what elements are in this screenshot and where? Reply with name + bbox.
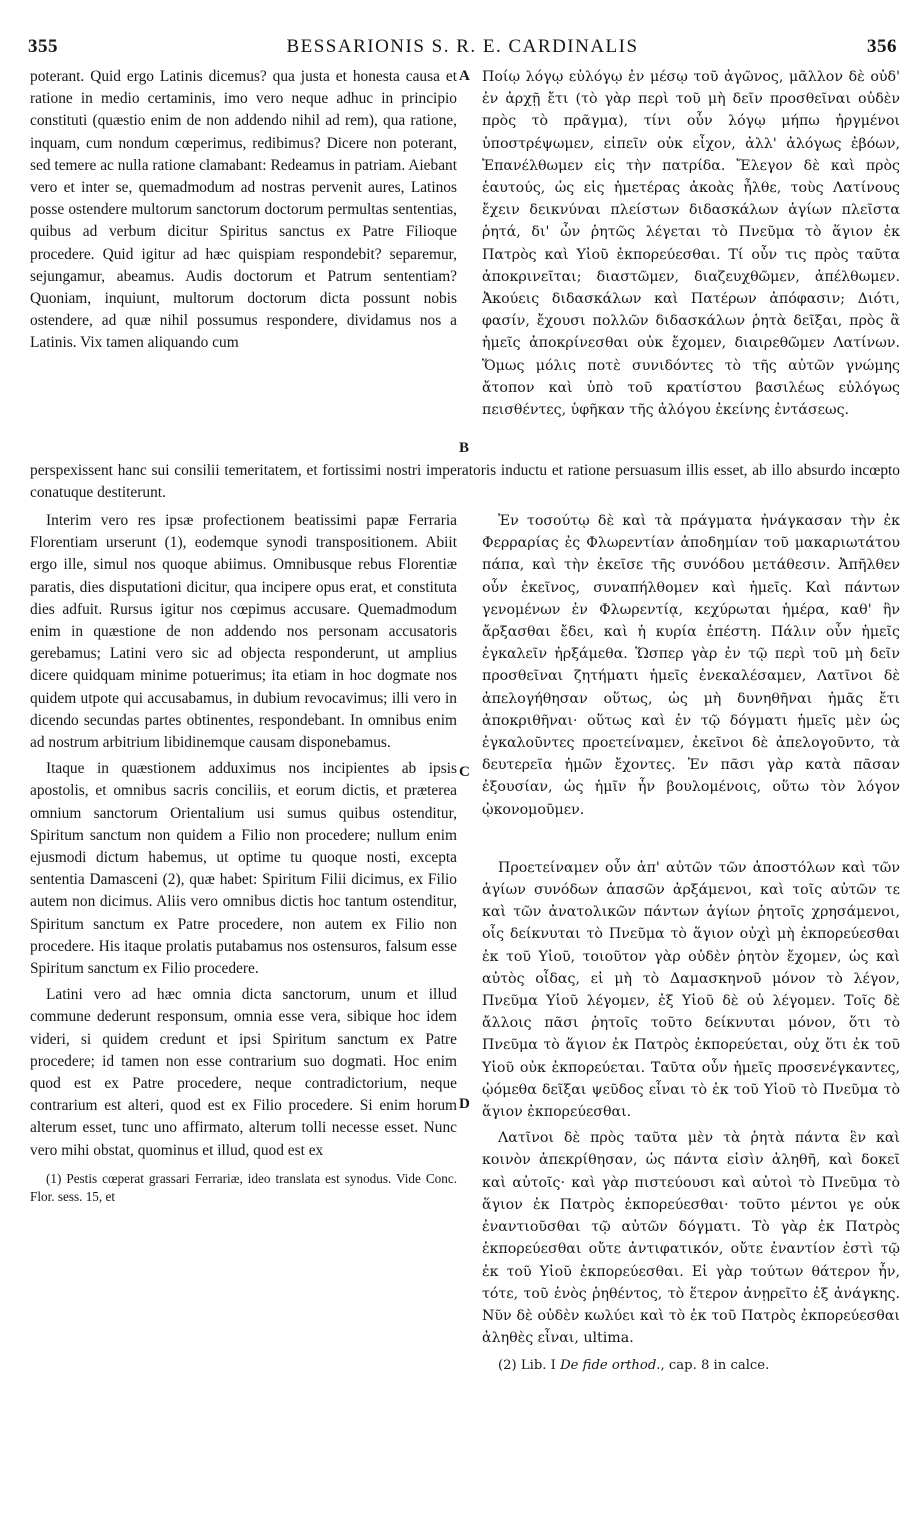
greek-paragraph-1: Ποίῳ λόγῳ εὐλόγῳ ἐν μέσῳ τοῦ ἀγῶνος, μᾶλλον δὲ οὐδ' ἐν ἀρχῇ ἔτι (τὸ γὰρ περὶ τοῦ μὴ δεῖν προσθεῖναι οὐδὲν πρὸς τὸ πρᾶγμα), τίνι οὖν λόγῳ μήπω ἠργμένοι ὑποστρέψωμεν, εἰπεῖν οὐκ εἶχον, ἀλλ' ἀλόγως ἐβόων, Ἐπανέλθωμεν εἰς τὴν πατρίδα. Ἔλεγον δὲ καὶ πρὸς ἑαυτούς, ὡς εἰς ἡμετέρας ἀκοὰς ἦλθε, τοὺς Λατίνους ἔχειν δεικνύναι πλείστων διδασκάλων ἁγίων πλεῖστα ῥητά, δι' ὧν ῥητῶς λέγεται τὸ Πνεῦμα τὸ ἅγιον ἐκ Πατρὸς καὶ Υἱοῦ ἐκπορεύεσθαι. Τί οὖν τις πρὸς ταῦτα ἀποκρινεῖται; διαστῶμεν, διαζευχθῶμεν, ἀπέλθωμεν. Ἀκούεις διδασκάλων καὶ Πατέρων ἀπόφασιν; Διότι, φασίν, ἔχουσι πολλῶν διδασκάλων ῥητὰ δεῖξαι, πρὸς ἃ ἡμεῖς ἀποκρίνεσθαι οὐκ ἔχομεν, διαιρεθῶμεν Λατίνων. Ὅμως μόλις ποτὲ συνιδόντες τὸ τῆς αὐτῶν γνώμης ἄτοπον καὶ ὑπὸ τοῦ κρατίστου βασιλέως εὐλόγως πεισθέντες, ὑφῆκαν τῆς ἀλόγου ἐκείνης ἐντάσεως. bbox=[482, 69, 900, 419]
greek-paragraph-4: Λατῖνοι δὲ πρὸς ταῦτα μὲν τὰ ῥητὰ πάντα ἓν καὶ κοινὸν ἀπεκρίθησαν, ὡς πάντα εἰσὶν ἀληθῆ, καὶ δοκεῖ καὶ αὐτοῖς· καὶ γὰρ πιστεύουσι καὶ αὐτοὶ τὸ Πνεῦμα τὸ ἅγιον ἐκ Πατρὸς ἐκπορεύεσθαι· τοῦτο μέντοι γε οὐκ ἐναντιοῦσθαι τῷ αὐτῶν δόγματι. Τὸ γὰρ ἐκ Πατρὸς ἐκπορεύεσθαι οὔτε ἀντιφατικόν, οὔτε ἐναντίον ἐστὶ τῷ ἐκ τοῦ Υἱοῦ ἐκπορεύεσθαι. Εἰ γὰρ τούτων θάτερον ἦν, τότε, τοῦ ἑνὸς ῥηθέντος, τὸ ἕτερον ἀνῃρεῖτο ἐξ ἀνάγκης. Νῦν δὲ οὐδὲν κωλύει καὶ τὸ ἐκ τοῦ Πατρὸς ἐκπορεύεσθαι ἀληθὲς εἶναι, ultima. bbox=[482, 1130, 900, 1347]
greek-footnote-pre: (2) Lib. I bbox=[498, 1358, 561, 1374]
section-marker-a: A bbox=[459, 68, 470, 84]
latin-paragraph-4: Latini vero ad hæc omnia dicta sanctorum, unum et illud commune dederunt responsum, omnia esse vera, sibique hoc idem videri, si quidem credunt et ipsi Spiritum sanctum ex Patre procedere; id tamen non esse contrarium suo dogmati. Hoc enim quod est ex Patre procedere, neque contradictorium, neque contrarium est alteri, quod est ex Filio procedere. Si enim horum alterum esset, tunc uno affirmato, alterum tolli necesse esset. Nunc vero mihi obstat, quominus et illud, quod est ex bbox=[30, 986, 457, 1159]
latin-paragraph-1: poterant. Quid ergo Latinis dicemus? qua justa et honesta causa et ratione in medio certaminis, imo vero neque adhuc in principio constituti (quæstio enim de non addendo nihil ad rem), qua ratione, inquam, cum nondum cœperimus, redibimus? Dicere non poterant, sed temere ac nulla ratione clamabant: Redeamus in patriam. Aiebant vero et inter se, quemadmodum ad nostras pervenit aures, Latinos posse ostendere multorum sanctorum doctorum permultas sententias, quibus ad verbum dicitur Spiritus sanctus ex Patre Filioque procedere. Quid igitur ad hæc quispiam respondebit? separemur, sejungamur, abeamus. Audis doctorum et Patrum sententiam? Quoniam, inquiunt, multorum doctorum dicta possunt nobis ostendere, ad quæ nihil possumus respondere, dividamus nos a Latinis. Vix tamen aliquando cum bbox=[30, 68, 457, 352]
greek-footnote bbox=[482, 1357, 900, 1375]
greek-column-bottom bbox=[482, 510, 900, 1375]
latin-column-bottom bbox=[30, 510, 457, 1206]
greek-paragraph-3: Προετείναμεν οὖν ἀπ' αὐτῶν τῶν ἀποστόλων καὶ τῶν ἁγίων συνόδων ἁπασῶν ἀρξάμενοι, καὶ τοῖς αὐτῶν τε καὶ τῶν ἀνατολικῶν πάντων ἁγίων ῥητοῖς χρησάμενοι, οἷς δείκνυται τὸ Πνεῦμα τὸ ἅγιον οὐχὶ μὴ ἐκπορεύεσθαι ἐκ τοῦ Υἱοῦ, τοιοῦτον γὰρ οὐδὲν ῥητὸν ἔχομεν, ὡς καὶ αὐτὸς οἶδας, εἰ μὴ τὸ Δαμασκηνοῦ μόνον τὸ λέγον, Πνεῦμα Υἱοῦ λέγομεν, ἐξ Υἱοῦ δὲ οὐ λέγομεν. Τοῖς δὲ ἄλλοις πᾶσι ῥητοῖς τοῦτο δείκνυται μόνον, ὅτι τὸ Πνεῦμα τὸ ἅγιον ἐκ Πατρὸς ἐκπορεύεται, οὐχ ὅτι ἐκ τοῦ Υἱοῦ οὐκ ἐκπορεύεται. Ταῦτα οὖν ἡμεῖς προσενέγκαντες, ᾠόμεθα δεῖξαι ψεῦδος εἶναι τὸ ἐκ τοῦ Υἱοῦ τὸ Πνεῦμα τὸ ἅγιον ἐκπορεύεσθαι. bbox=[482, 859, 900, 1121]
greek-column-top bbox=[482, 66, 900, 421]
full-width-paragraph bbox=[30, 460, 900, 504]
full-width-text: perspexissent hanc sui consilii temeritatem, et fortissimi nostri imperatoris inductu et ratione persuasum illis esset, ab illo absurdo incœpto conatuque destiterunt. bbox=[30, 462, 900, 502]
greek-footnote-post: , cap. 8 in calce. bbox=[660, 1358, 770, 1374]
latin-paragraph-2: Interim vero res ipsæ profectionem beatissimi papæ Ferraria Florentiam urserunt (1), eodemque synodi transpositionem. Abiit ergo ille, simul nos quoque abiimus. Omnibusque rebus Florentiæ paratis, dies disputationi dicitur, qua incipere opus erat, et constituta dies adfuit. Rursus igitur nos cœpimus accusare. Quemadmodum enim in quæstione de non addendo nos personam accusatoris gerebamus; Latini vero sic ad objecta responderunt, ut amplius dicere quidquam minime potuerimus; ita etiam in hoc dogmate nos quidem utpote qui accusabamus, in dubium revocavimus; illi vero in dicendo secundas partes obtinentes, respondebant. In omnibus enim ad nostrum arbitrium libidinemque causam disponebamus. bbox=[30, 512, 457, 752]
running-header bbox=[28, 36, 897, 62]
latin-footnote: (1) Pestis cœperat grassari Ferrariæ, ideo translata est synodus. Vide Conc. Flor. sess. 15, et bbox=[30, 1170, 457, 1204]
section-marker-b: B bbox=[459, 440, 470, 456]
latin-column-top bbox=[30, 66, 457, 355]
latin-paragraph-3: Itaque in quæstionem adduximus nos incipientes ab ipsis apostolis, et omnibus sacris conciliis, et eorum dictis, et præterea omnium sanctorum Orientalium usi sumus quibus ostenditur, Spiritum sanctum non quidem a Filio non procedere; nullum enim ejusmodi dictum habemus, ut optime tu quoque nosti, excepta sententia Damasceni (2), quæ habet: Spiritum Filii dicimus, ex Filio autem non dicimus. Aliis vero omnibus dictis hoc tantum ostenditur, Spiritum sanctum ex Patre procedere, non autem ex Filio non procedere. His itaque prolatis putabamus nos ostensuros, falsum esse Spiritum sanctum ex Filio procedere. bbox=[30, 760, 457, 978]
greek-footnote-title: De fide orthod. bbox=[560, 1358, 661, 1374]
greek-paragraph-2: Ἐν τοσούτῳ δὲ καὶ τὰ πράγματα ἠνάγκασαν τὴν ἐκ Φερραρίας ἐς Φλωρεντίαν ἀποδημίαν τοῦ μακαριωτάτου πάπα, καὶ τὴν ἐκεῖσε τῆς συνόδου μετάθεσιν. Ἀπῆλθεν οὖν ἐκεῖνος, συναπήλθομεν καὶ ἡμεῖς. Καὶ πάντων γενομένων ἐν Φλωρεντίᾳ, κεχύρωται ἡμέρα, καθ' ἣν ἄρξασθαι ἔδει, καὶ ἡ κυρία ἐπέστη. Πάλιν οὖν ἡμεῖς ἐγκαλεῖν ἠρξάμεθα. Ὥσπερ γὰρ ἐν τῷ περὶ τοῦ μὴ δεῖν προσθεῖναι ζητήματι ἡμεῖς ἐνεκαλέσαμεν, Λατῖνοι δὲ ἀπελογήθησαν οὕτως, ὡς μὴ δυνηθῆναι ἡμᾶς ἔτι ἀποκριθῆναι· οὕτως καὶ ἐν τῷ δόγματι ἡμεῖς μὲν ὡς ἐγκαλοῦντες προετείναμεν, ἐκεῖνοι δὲ ἀπελογοῦντο, τὰ δευτερεῖα ἡμῶν ἔχοντες. Ἐν πᾶσι γὰρ κατὰ πᾶσαν ἐξουσίαν, ὡς ἡμῖν ἦν βουλομένοις, οὕτω τὸν λόγον ᾠκονομοῦμεν. bbox=[482, 513, 900, 818]
section-marker-c: C bbox=[459, 764, 470, 780]
running-title: BESSARIONIS S. R. E. CARDINALIS bbox=[286, 36, 639, 57]
page-number-left: 355 bbox=[28, 36, 58, 57]
section-marker-d: D bbox=[459, 1096, 470, 1112]
page-number-right: 356 bbox=[867, 36, 897, 57]
